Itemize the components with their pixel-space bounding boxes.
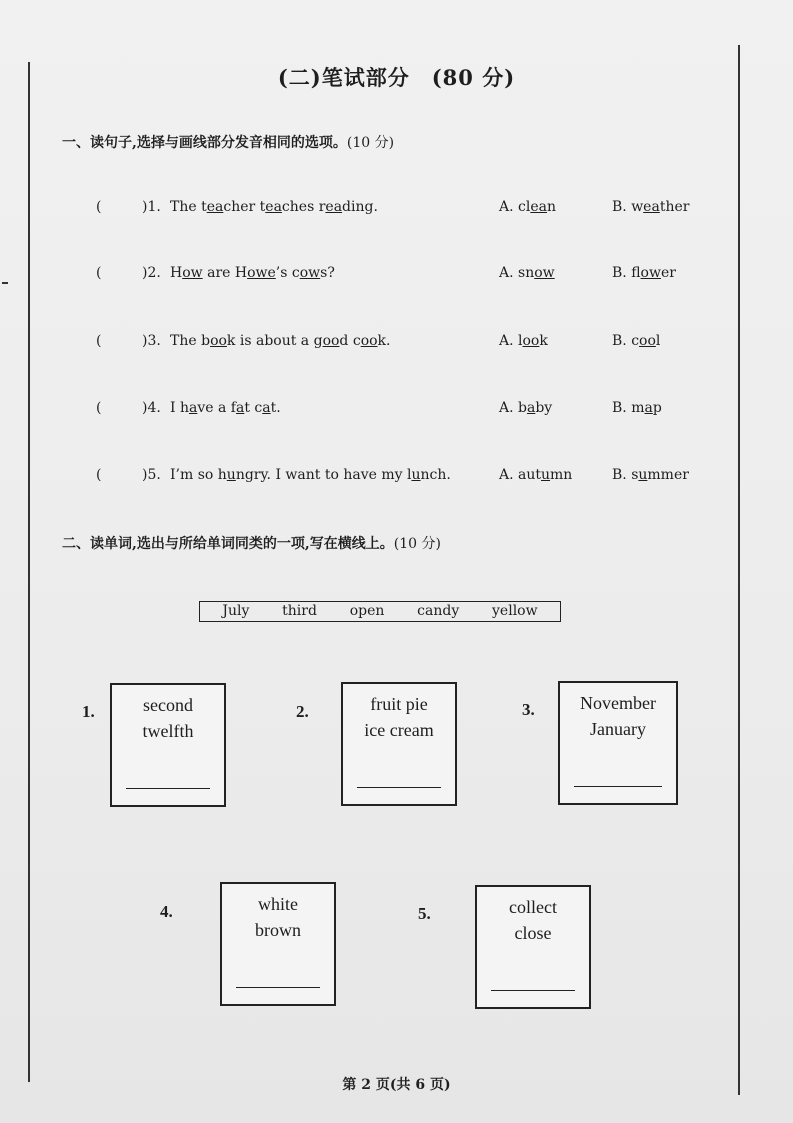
answer-paren-open: ( [96,400,102,416]
page-footer: 第 2 页(共 6 页) [342,1077,451,1093]
question-sentence: How are Howe’s cows? [170,265,335,281]
question-5 [96,467,716,489]
card-number: 3. [522,700,535,719]
section2-heading [62,533,441,553]
answer-blank[interactable] [126,788,210,789]
card-word: twelfth [142,721,194,741]
word-bank [199,601,561,622]
card-word: January [590,719,646,739]
card-word: fruit pie [370,694,428,714]
question-sentence: The book is about a good cook. [170,333,391,349]
answer-paren-open: ( [96,199,102,215]
question-number: )5. [142,467,161,483]
word-bank-item: open [349,603,385,619]
question-number: )1. [142,199,161,215]
word-card-2 [341,682,457,806]
word-bank-item: yellow [492,603,538,619]
option-b: B. flower [612,265,676,281]
question-sentence: I’m so hungry. I want to have my lunch. [170,467,451,483]
question-4 [96,400,716,422]
section2-points: (10 分) [393,536,441,552]
option-b: B. summer [612,467,689,483]
answer-paren-open: ( [96,467,102,483]
question-number: )2. [142,265,161,281]
card-number: 5. [418,904,431,923]
card-word: brown [255,920,301,940]
word-card-3 [558,681,678,805]
option-a: A. look [499,333,548,349]
question-2 [96,265,716,287]
answer-paren-open: ( [96,333,102,349]
left-margin-line [28,62,30,1082]
card-number: 4. [160,902,173,921]
answer-blank[interactable] [574,786,662,787]
edge-mark [2,282,8,284]
card-word: November [580,693,656,713]
right-margin-line [738,45,740,1095]
word-bank-item: July [222,603,250,619]
question-sentence: The teacher teaches reading. [170,199,378,215]
option-b: B. weather [612,199,690,215]
option-b: B. map [612,400,662,416]
card-number: 1. [82,702,95,721]
word-bank-item: candy [417,603,460,619]
answer-blank[interactable] [236,987,320,988]
question-number: )3. [142,333,161,349]
question-3 [96,333,716,355]
answer-blank[interactable] [357,787,441,788]
section1-points: (10 分) [346,135,395,151]
option-a: A. baby [499,400,553,416]
card-word: collect [509,897,557,917]
section1-heading-text: 一、读句子,选择与画线部分发音相同的选项。 [62,135,347,151]
answer-blank[interactable] [491,990,575,991]
option-b: B. cool [612,333,661,349]
card-word: close [514,923,552,943]
title-text: (二)笔试部分 [277,65,410,90]
section2-heading-text: 二、读单词,选出与所给单词同类的一项,写在横线上。 [62,536,394,552]
word-card-1 [110,683,226,807]
answer-paren-open: ( [96,265,102,281]
card-number: 2. [296,702,309,721]
card-word: white [258,894,298,914]
question-1 [96,199,716,221]
question-number: )4. [142,400,161,416]
word-bank-item: third [282,603,317,619]
section1-heading [62,132,394,152]
word-card-4 [220,882,336,1006]
card-word: ice cream [364,720,434,740]
page-title [0,62,793,92]
card-word: second [143,695,193,715]
question-sentence: I have a fat cat. [170,400,281,416]
word-card-5 [475,885,591,1009]
title-score: (80 分) [431,65,516,90]
option-a: A. autumn [499,467,573,483]
option-a: A. snow [499,265,555,281]
option-a: A. clean [499,199,557,215]
